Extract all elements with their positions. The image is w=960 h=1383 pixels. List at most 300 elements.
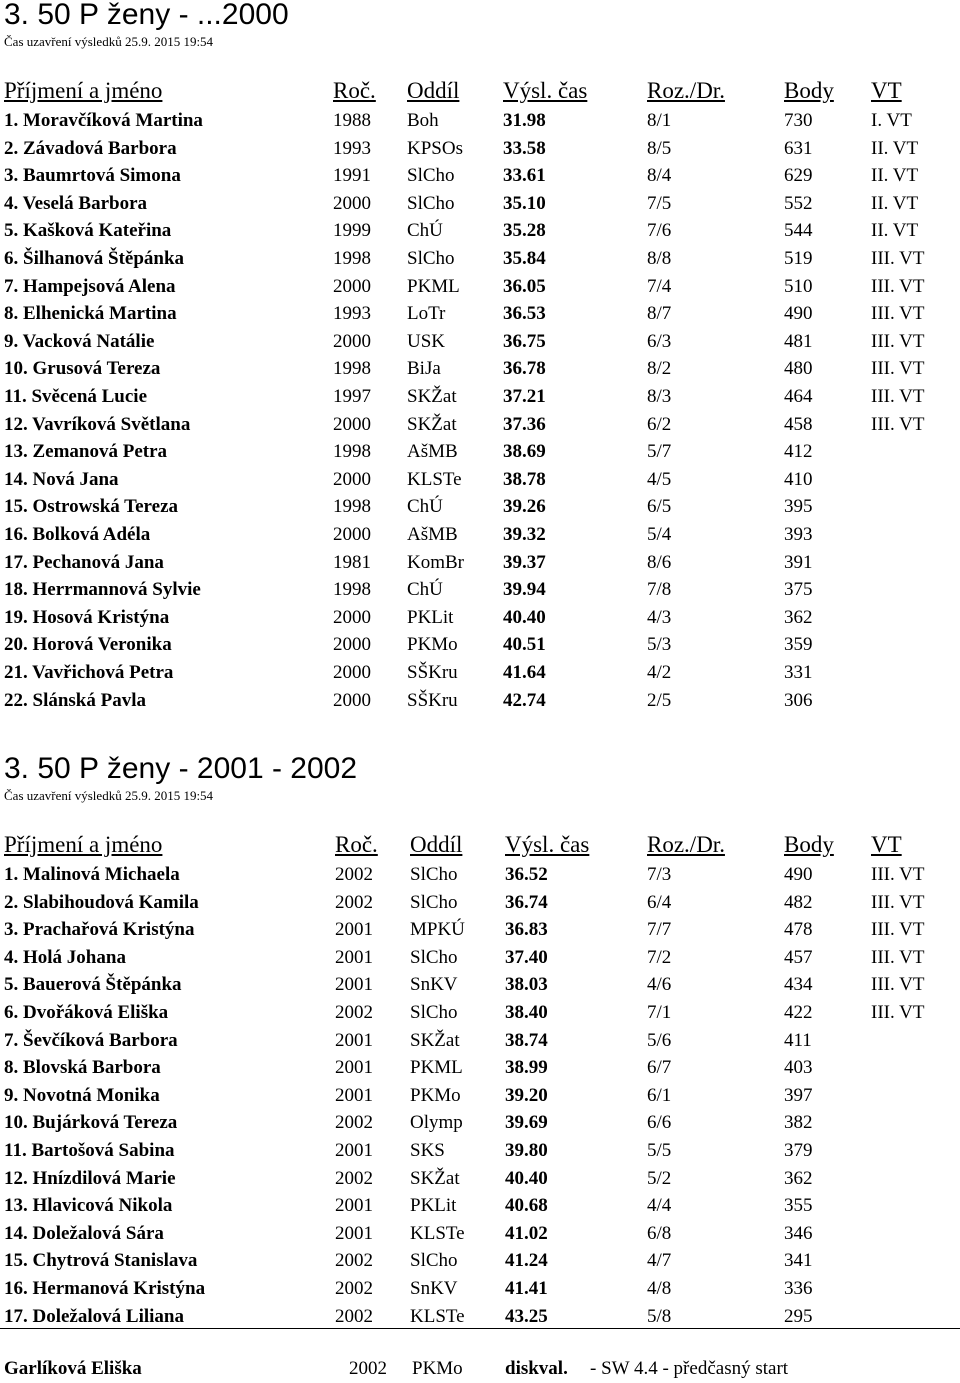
birth-year: 2000 — [333, 330, 371, 352]
club: PKMo — [407, 634, 458, 656]
result-time: 41.64 — [503, 662, 546, 683]
result-time: 36.52 — [505, 864, 548, 885]
athlete-name: 16. Bolková Adéla — [4, 524, 151, 545]
athlete-name: 11. Bartošová Sabina — [4, 1140, 175, 1161]
table-row — [0, 496, 960, 523]
performance-class: III. VT — [871, 891, 925, 913]
performance-class: III. VT — [871, 974, 925, 996]
points: 382 — [784, 1112, 813, 1134]
performance-class: III. VT — [871, 275, 925, 297]
points: 331 — [784, 662, 813, 683]
result-time: 39.94 — [503, 579, 546, 601]
result-time: 35.84 — [503, 248, 546, 269]
athlete-name: 5. Kašková Kateřina — [4, 220, 172, 242]
birth-year: 2001 — [335, 919, 373, 941]
heat-lane: 7/6 — [647, 220, 672, 242]
heat-lane: 2/5 — [647, 689, 672, 711]
club: KomBr — [407, 551, 464, 573]
points: 375 — [784, 579, 813, 601]
birth-year: 1998 — [333, 248, 371, 269]
table-row — [0, 165, 960, 192]
athlete-name: 4. Holá Johana — [4, 946, 126, 968]
birth-year: 2002 — [335, 1167, 373, 1189]
heat-lane: 7/3 — [647, 864, 672, 885]
birth-year: 1999 — [333, 220, 371, 242]
performance-class: II. VT — [871, 220, 919, 242]
athlete-name: 10. Grusová Tereza — [4, 358, 161, 380]
points: 434 — [784, 974, 813, 996]
athlete-name: 13. Zemanová Petra — [4, 441, 168, 463]
result-time: 36.78 — [503, 358, 546, 380]
points: 422 — [784, 1002, 813, 1023]
result-time: 43.25 — [505, 1305, 548, 1327]
birth-year: 1998 — [333, 441, 371, 463]
header-points: Body — [784, 78, 834, 103]
dq-reason: - SW 4.4 - předčasný start — [590, 1358, 789, 1379]
table-row — [0, 1195, 960, 1222]
section-subtitle: Čas uzavření výsledků 25.9. 2015 19:54 — [4, 34, 214, 49]
birth-year: 2000 — [333, 192, 371, 214]
header-points: Body — [784, 832, 834, 857]
result-time: 38.69 — [503, 441, 546, 463]
points: 397 — [784, 1084, 813, 1106]
club: LoTr — [407, 303, 446, 325]
header-club: Oddíl — [407, 78, 460, 103]
heat-lane: 8/3 — [647, 386, 672, 407]
athlete-name: 7. Ševčíková Barbora — [4, 1029, 178, 1051]
athlete-name: 6. Šilhanová Štěpánka — [4, 248, 185, 269]
table-row — [0, 1278, 960, 1305]
club: SnKV — [410, 974, 458, 996]
club: SlCho — [410, 1250, 458, 1272]
header-time: Výsl. čas — [503, 78, 588, 103]
table-row — [0, 1057, 960, 1084]
athlete-name: 15. Chytrová Stanislava — [4, 1250, 198, 1272]
points: 519 — [784, 248, 813, 269]
points: 480 — [784, 358, 813, 380]
club: ChÚ — [407, 579, 443, 601]
table-row — [0, 690, 960, 717]
club: KLSTe — [410, 1305, 465, 1327]
athlete-name: 7. Hampejsová Alena — [4, 275, 176, 297]
heat-lane: 5/7 — [647, 441, 672, 463]
performance-class: III. VT — [871, 919, 925, 941]
club: BiJa — [407, 358, 441, 380]
result-time: 36.75 — [503, 330, 546, 352]
club: SKŽat — [407, 413, 457, 435]
points: 355 — [784, 1195, 813, 1217]
points: 481 — [784, 330, 813, 352]
heat-lane: 6/7 — [647, 1057, 672, 1079]
dq-club: PKMo — [412, 1358, 463, 1379]
table-row — [0, 1085, 960, 1112]
birth-year: 2000 — [333, 689, 371, 711]
section-title: 3. 50 P ženy - ...2000 — [4, 0, 289, 31]
points: 410 — [784, 468, 813, 490]
header-heat: Roz./Dr. — [647, 832, 725, 857]
heat-lane: 5/3 — [647, 634, 672, 656]
athlete-name: 19. Hosová Kristýna — [4, 606, 170, 628]
result-time: 35.28 — [503, 220, 546, 242]
birth-year: 1993 — [333, 303, 371, 325]
club: ChÚ — [407, 496, 443, 518]
result-time: 38.03 — [505, 974, 548, 996]
table-row — [0, 138, 960, 165]
header-year: Roč. — [335, 832, 378, 857]
birth-year: 1998 — [333, 358, 371, 380]
club: SKŽat — [410, 1167, 460, 1189]
birth-year: 2001 — [335, 974, 373, 996]
result-time: 36.53 — [503, 303, 546, 325]
heat-lane: 4/6 — [647, 974, 672, 996]
club: Boh — [407, 110, 439, 131]
table-row — [0, 974, 960, 1001]
athlete-name: 14. Nová Jana — [4, 468, 119, 490]
athlete-name: 4. Veselá Barbora — [4, 192, 148, 214]
points: 464 — [784, 386, 813, 407]
result-time: 41.41 — [505, 1278, 548, 1299]
points: 458 — [784, 413, 813, 435]
result-time: 36.83 — [505, 919, 548, 941]
table-row — [0, 248, 960, 275]
points: 490 — [784, 303, 813, 325]
birth-year: 2001 — [335, 1140, 373, 1161]
birth-year: 2002 — [335, 891, 373, 913]
points: 552 — [784, 192, 813, 214]
club: KLSTe — [407, 468, 462, 490]
performance-class: II. VT — [871, 137, 919, 159]
table-row — [0, 331, 960, 358]
points: 346 — [784, 1222, 813, 1244]
athlete-name: 8. Blovská Barbora — [4, 1057, 161, 1079]
header-name: Příjmení a jméno — [4, 78, 163, 103]
club: KPSOs — [407, 137, 463, 159]
club: AšMB — [407, 524, 458, 545]
table-row — [0, 607, 960, 634]
heat-lane: 8/6 — [647, 551, 672, 573]
heat-lane: 5/6 — [647, 1029, 672, 1051]
result-time: 39.26 — [503, 496, 546, 518]
birth-year: 2000 — [333, 606, 371, 628]
heat-lane: 6/1 — [647, 1084, 672, 1106]
birth-year: 2002 — [335, 1002, 373, 1023]
table-row — [0, 662, 960, 689]
club: KLSTe — [410, 1222, 465, 1244]
athlete-name: 17. Doležalová Liliana — [4, 1305, 184, 1327]
result-time: 37.21 — [503, 386, 546, 407]
points: 393 — [784, 524, 813, 545]
club: MPKÚ — [410, 919, 465, 941]
club: SnKV — [410, 1278, 458, 1299]
birth-year: 2001 — [335, 1029, 373, 1051]
club: SlCho — [410, 946, 458, 968]
result-time: 40.51 — [503, 634, 546, 656]
points: 403 — [784, 1057, 813, 1079]
points: 544 — [784, 220, 813, 242]
club: AšMB — [407, 441, 458, 463]
table-row — [0, 1140, 960, 1167]
table-row — [0, 864, 960, 891]
birth-year: 2000 — [333, 634, 371, 656]
table-row — [0, 1112, 960, 1139]
result-time: 35.10 — [503, 192, 546, 214]
club: SlCho — [407, 248, 455, 269]
club: PKML — [410, 1057, 463, 1079]
points: 412 — [784, 441, 813, 463]
table-row — [0, 1002, 960, 1029]
birth-year: 1988 — [333, 110, 371, 131]
athlete-name: 13. Hlavicová Nikola — [4, 1195, 173, 1217]
points: 341 — [784, 1250, 813, 1272]
heat-lane: 8/2 — [647, 358, 672, 380]
athlete-name: 17. Pechanová Jana — [4, 551, 164, 573]
table-row — [0, 1168, 960, 1195]
club: SŠKru — [407, 689, 458, 711]
birth-year: 2001 — [335, 1195, 373, 1217]
header-time: Výsl. čas — [505, 832, 590, 857]
table-row — [0, 386, 960, 413]
table-row — [0, 220, 960, 247]
points: 391 — [784, 551, 813, 573]
performance-class: III. VT — [871, 864, 925, 885]
performance-class: II. VT — [871, 165, 919, 187]
dq-status: diskval. — [505, 1358, 568, 1379]
heat-lane: 7/5 — [647, 192, 672, 214]
club: ChÚ — [407, 220, 443, 242]
athlete-name: 5. Bauerová Štěpánka — [4, 974, 182, 996]
table-row — [0, 276, 960, 303]
result-time: 36.05 — [503, 275, 546, 297]
points: 411 — [784, 1029, 812, 1051]
heat-lane: 6/5 — [647, 496, 672, 518]
birth-year: 2000 — [333, 468, 371, 490]
club: SlCho — [410, 1002, 458, 1023]
divider-line — [0, 1328, 960, 1329]
result-time: 37.40 — [505, 946, 548, 968]
athlete-name: 1. Malinová Michaela — [4, 864, 180, 885]
athlete-name: 10. Bujárková Tereza — [4, 1112, 178, 1134]
table-row — [0, 1030, 960, 1057]
heat-lane: 7/7 — [647, 919, 672, 941]
performance-class: II. VT — [871, 192, 919, 214]
heat-lane: 4/8 — [647, 1278, 672, 1299]
club: PKML — [407, 275, 460, 297]
points: 631 — [784, 137, 813, 159]
result-time: 38.40 — [505, 1002, 548, 1023]
birth-year: 1997 — [333, 386, 371, 407]
result-time: 33.58 — [503, 137, 546, 159]
club: SlCho — [410, 891, 458, 913]
athlete-name: 8. Elhenická Martina — [4, 303, 177, 325]
birth-year: 2002 — [335, 864, 373, 885]
heat-lane: 5/2 — [647, 1167, 672, 1189]
athlete-name: 3. Prachařová Kristýna — [4, 919, 195, 941]
heat-lane: 6/8 — [647, 1222, 672, 1244]
heat-lane: 8/7 — [647, 303, 672, 325]
birth-year: 2002 — [335, 1305, 373, 1327]
heat-lane: 5/5 — [647, 1140, 672, 1161]
points: 306 — [784, 689, 813, 711]
table-row — [0, 358, 960, 385]
table-row — [0, 1223, 960, 1250]
athlete-name: 18. Herrmannová Sylvie — [4, 579, 201, 601]
club: SlCho — [407, 192, 455, 214]
birth-year: 1998 — [333, 579, 371, 601]
heat-lane: 4/4 — [647, 1195, 672, 1217]
points: 336 — [784, 1278, 813, 1299]
table-row — [0, 414, 960, 441]
athlete-name: 15. Ostrowská Tereza — [4, 496, 178, 518]
points: 395 — [784, 496, 813, 518]
club: PKMo — [410, 1084, 461, 1106]
heat-lane: 4/5 — [647, 468, 672, 490]
heat-lane: 4/2 — [647, 662, 672, 683]
club: SKŽat — [407, 386, 457, 407]
header-class: VT — [871, 832, 902, 857]
result-time: 39.80 — [505, 1140, 548, 1161]
club: Olymp — [410, 1112, 463, 1134]
club: SKS — [410, 1140, 445, 1161]
points: 359 — [784, 634, 813, 656]
table-row — [0, 634, 960, 661]
athlete-name: 9. Novotná Monika — [4, 1084, 160, 1106]
table-row — [0, 110, 960, 137]
points: 730 — [784, 110, 813, 131]
heat-lane: 8/5 — [647, 137, 672, 159]
club: USK — [407, 330, 446, 352]
performance-class: III. VT — [871, 358, 925, 380]
points: 457 — [784, 946, 813, 968]
heat-lane: 8/8 — [647, 248, 672, 269]
birth-year: 2001 — [335, 1057, 373, 1079]
heat-lane: 6/3 — [647, 330, 672, 352]
birth-year: 1981 — [333, 551, 371, 573]
header-club: Oddíl — [410, 832, 463, 857]
table-row — [0, 892, 960, 919]
athlete-name: 16. Hermanová Kristýna — [4, 1278, 206, 1299]
birth-year: 1998 — [333, 496, 371, 518]
birth-year: 2002 — [335, 1278, 373, 1299]
performance-class: III. VT — [871, 248, 925, 269]
birth-year: 2002 — [335, 1250, 373, 1272]
table-row — [0, 919, 960, 946]
result-time: 38.78 — [503, 468, 546, 490]
heat-lane: 7/2 — [647, 946, 672, 968]
result-time: 38.99 — [505, 1057, 548, 1079]
athlete-name: 20. Horová Veronika — [4, 634, 172, 656]
birth-year: 2001 — [335, 1222, 373, 1244]
result-time: 41.02 — [505, 1222, 548, 1244]
heat-lane: 4/3 — [647, 606, 672, 628]
result-time: 39.69 — [505, 1112, 548, 1134]
heat-lane: 5/4 — [647, 524, 672, 545]
result-time: 40.40 — [505, 1167, 548, 1189]
result-time: 36.74 — [505, 891, 548, 913]
birth-year: 2001 — [335, 1084, 373, 1106]
table-row — [0, 579, 960, 606]
heat-lane: 7/4 — [647, 275, 672, 297]
header-heat: Roz./Dr. — [647, 78, 725, 103]
heat-lane: 8/1 — [647, 110, 672, 131]
table-row — [0, 552, 960, 579]
table-row — [0, 469, 960, 496]
performance-class: III. VT — [871, 303, 925, 325]
result-time: 40.68 — [505, 1195, 548, 1217]
section-title: 3. 50 P ženy - 2001 - 2002 — [4, 752, 358, 785]
athlete-name: 3. Baumrtová Simona — [4, 165, 181, 187]
birth-year: 1991 — [333, 165, 371, 187]
points: 362 — [784, 1167, 813, 1189]
birth-year: 2000 — [333, 524, 371, 545]
result-time: 31.98 — [503, 110, 546, 131]
athlete-name: 22. Slánská Pavla — [4, 689, 147, 711]
club: SlCho — [407, 165, 455, 187]
table-row — [0, 303, 960, 330]
performance-class: III. VT — [871, 1002, 925, 1023]
section-subtitle: Čas uzavření výsledků 25.9. 2015 19:54 — [4, 788, 214, 803]
header-class: VT — [871, 78, 902, 103]
birth-year: 2000 — [333, 413, 371, 435]
result-time: 42.74 — [503, 689, 546, 711]
table-row — [0, 193, 960, 220]
result-time: 39.37 — [503, 551, 546, 573]
athlete-name: 6. Dvořáková Eliška — [4, 1002, 169, 1023]
athlete-name: 2. Slabihoudová Kamila — [4, 891, 199, 913]
points: 482 — [784, 891, 813, 913]
dq-year: 2002 — [349, 1358, 387, 1379]
points: 478 — [784, 919, 813, 941]
athlete-name: 2. Závadová Barbora — [4, 137, 177, 159]
points: 379 — [784, 1140, 813, 1161]
birth-year: 2001 — [335, 946, 373, 968]
points: 629 — [784, 165, 813, 187]
athlete-name: 21. Vavřichová Petra — [4, 662, 174, 683]
club: SŠKru — [407, 662, 458, 683]
heat-lane: 6/4 — [647, 891, 672, 913]
performance-class: III. VT — [871, 330, 925, 352]
points: 510 — [784, 275, 813, 297]
athlete-name: 11. Svěcená Lucie — [4, 386, 148, 407]
result-time: 38.74 — [505, 1029, 548, 1051]
athlete-name: 1. Moravčíková Martina — [4, 110, 203, 131]
result-time: 40.40 — [503, 606, 546, 628]
result-time: 33.61 — [503, 165, 546, 187]
table-row — [0, 1250, 960, 1277]
header-year: Roč. — [333, 78, 376, 103]
heat-lane: 6/2 — [647, 413, 672, 435]
performance-class: III. VT — [871, 946, 925, 968]
club: PKLit — [407, 606, 454, 628]
performance-class: I. VT — [871, 110, 912, 131]
heat-lane: 4/7 — [647, 1250, 672, 1272]
result-time: 39.20 — [505, 1084, 548, 1106]
athlete-name: 9. Vacková Natálie — [4, 330, 155, 352]
result-time: 37.36 — [503, 413, 546, 435]
performance-class: III. VT — [871, 386, 925, 407]
heat-lane: 6/6 — [647, 1112, 672, 1134]
points: 490 — [784, 864, 813, 885]
performance-class: III. VT — [871, 413, 925, 435]
athlete-name: 12. Vavríková Světlana — [4, 413, 191, 435]
heat-lane: 8/4 — [647, 165, 672, 187]
heat-lane: 7/1 — [647, 1002, 672, 1023]
athlete-name: 14. Doležalová Sára — [4, 1222, 164, 1244]
birth-year: 2000 — [333, 662, 371, 683]
club: SlCho — [410, 864, 458, 885]
heat-lane: 7/8 — [647, 579, 672, 601]
header-name: Příjmení a jméno — [4, 832, 163, 857]
athlete-name: 12. Hnízdilová Marie — [4, 1167, 176, 1189]
